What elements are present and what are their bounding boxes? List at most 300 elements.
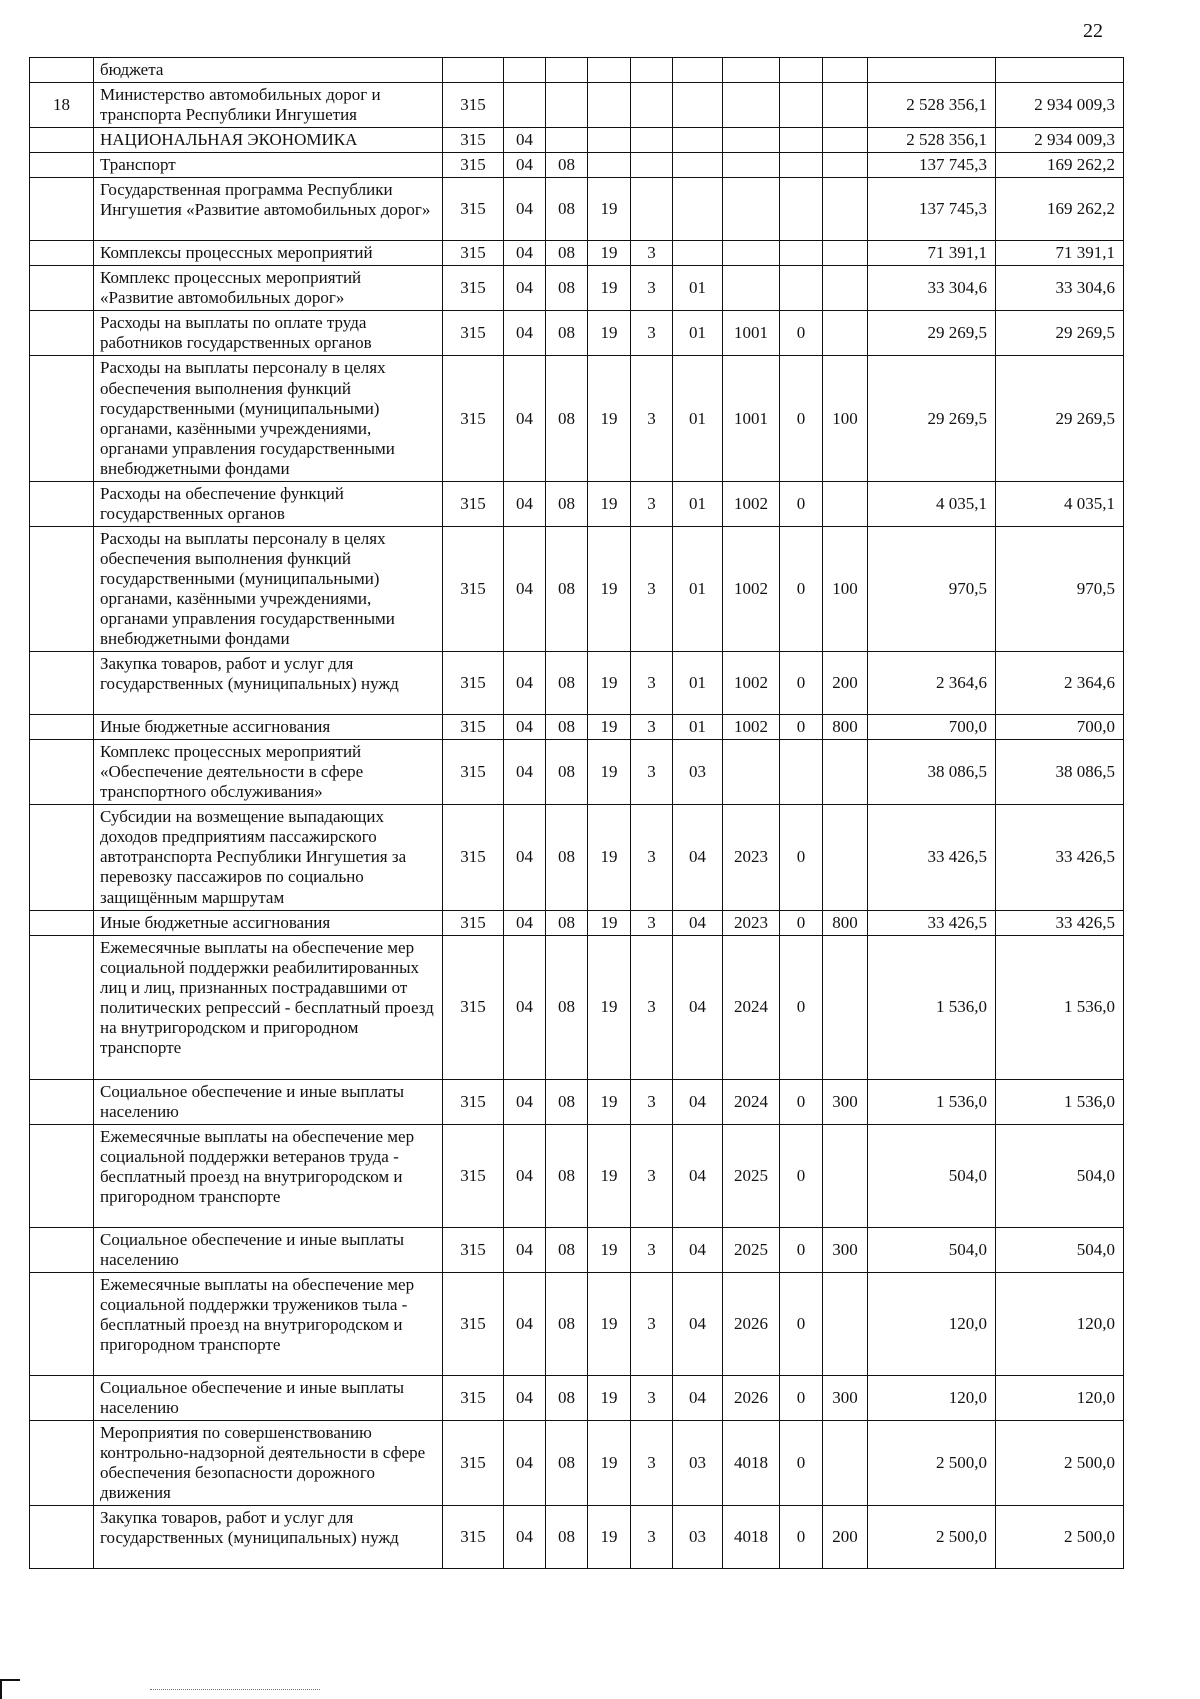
- cell-type: [631, 128, 673, 153]
- cell-gr: 315: [443, 153, 504, 178]
- budget-rows: [30, 58, 1124, 1569]
- table-row: [30, 740, 1124, 805]
- cell-number: [30, 910, 94, 935]
- cell-number: [30, 1272, 94, 1375]
- cell-pr: 08: [546, 910, 588, 935]
- cell-gr: 315: [443, 1272, 504, 1375]
- cell-program: 19: [588, 715, 631, 740]
- cell-direction: [723, 266, 780, 311]
- cell-name: бюджета: [94, 58, 443, 83]
- cell-sum-year1: 4 035,1: [868, 481, 996, 526]
- cell-type: 3: [631, 1420, 673, 1505]
- cell-number: [30, 266, 94, 311]
- cell-program: 19: [588, 241, 631, 266]
- cell-sub: [780, 83, 823, 128]
- cell-direction: 2023: [723, 805, 780, 910]
- cell-pr: 08: [546, 740, 588, 805]
- cell-sum-year1: 33 426,5: [868, 805, 996, 910]
- cell-pr: [546, 128, 588, 153]
- table-row: [30, 178, 1124, 241]
- cell-sum-year1: [868, 58, 996, 83]
- cell-direction: [723, 83, 780, 128]
- cell-program: 19: [588, 481, 631, 526]
- cell-program: 19: [588, 652, 631, 715]
- cell-complex: [673, 128, 723, 153]
- table-row: [30, 128, 1124, 153]
- cell-type: [631, 83, 673, 128]
- cell-complex: [673, 58, 723, 83]
- cell-sub: 0: [780, 526, 823, 651]
- scan-dotted-line: [150, 1689, 320, 1690]
- table-row: [30, 1506, 1124, 1569]
- cell-vr: [823, 1420, 868, 1505]
- table-row: [30, 481, 1124, 526]
- cell-program: 19: [588, 356, 631, 481]
- cell-complex: 04: [673, 805, 723, 910]
- cell-number: [30, 128, 94, 153]
- table-row: [30, 1420, 1124, 1505]
- cell-direction: [723, 241, 780, 266]
- cell-direction: [723, 740, 780, 805]
- cell-name: Расходы на выплаты персоналу в целях обеспечения выполнения функций государственными (муниципальными) органами, казёнными учреждениями, органами управления государственными внебюджетными фондами: [94, 526, 443, 651]
- cell-name: Иные бюджетные ассигнования: [94, 715, 443, 740]
- cell-complex: 03: [673, 740, 723, 805]
- cell-vr: 300: [823, 1227, 868, 1272]
- cell-pr: 08: [546, 526, 588, 651]
- cell-program: 19: [588, 1079, 631, 1124]
- cell-sum-year2: 169 262,2: [996, 178, 1124, 241]
- cell-sum-year1: 137 745,3: [868, 153, 996, 178]
- cell-gr: 315: [443, 356, 504, 481]
- cell-program: [588, 83, 631, 128]
- table-row: [30, 83, 1124, 128]
- cell-rz: 04: [504, 715, 546, 740]
- cell-sub: [780, 178, 823, 241]
- cell-type: 3: [631, 266, 673, 311]
- cell-name: Государственная программа Республики Ингушетия «Развитие автомобильных дорог»: [94, 178, 443, 241]
- cell-complex: 04: [673, 1124, 723, 1227]
- cell-complex: 04: [673, 1227, 723, 1272]
- cell-rz: [504, 58, 546, 83]
- cell-type: 3: [631, 715, 673, 740]
- cell-complex: 01: [673, 311, 723, 356]
- cell-rz: 04: [504, 526, 546, 651]
- cell-sum-year1: 2 500,0: [868, 1420, 996, 1505]
- cell-sum-year2: 2 500,0: [996, 1506, 1124, 1569]
- cell-sum-year2: 169 262,2: [996, 153, 1124, 178]
- scan-corner-mark: [0, 1679, 20, 1699]
- table-row: [30, 1227, 1124, 1272]
- cell-sum-year2: [996, 58, 1124, 83]
- cell-sum-year1: 1 536,0: [868, 1079, 996, 1124]
- cell-direction: 1002: [723, 481, 780, 526]
- cell-sum-year2: 2 934 009,3: [996, 128, 1124, 153]
- cell-number: [30, 481, 94, 526]
- cell-name: Комплекс процессных мероприятий «Развитие автомобильных дорог»: [94, 266, 443, 311]
- cell-sub: 0: [780, 715, 823, 740]
- cell-rz: 04: [504, 153, 546, 178]
- cell-pr: [546, 83, 588, 128]
- cell-direction: 1001: [723, 311, 780, 356]
- cell-sum-year1: 700,0: [868, 715, 996, 740]
- cell-direction: [723, 153, 780, 178]
- cell-name: Закупка товаров, работ и услуг для государственных (муниципальных) нужд: [94, 1506, 443, 1569]
- cell-pr: 08: [546, 715, 588, 740]
- cell-sub: 0: [780, 805, 823, 910]
- cell-sub: [780, 128, 823, 153]
- cell-rz: 04: [504, 1227, 546, 1272]
- cell-name: Социальное обеспечение и иные выплаты населению: [94, 1375, 443, 1420]
- cell-vr: 100: [823, 356, 868, 481]
- cell-type: [631, 58, 673, 83]
- cell-complex: 04: [673, 1272, 723, 1375]
- cell-sub: 0: [780, 1272, 823, 1375]
- cell-gr: 315: [443, 1375, 504, 1420]
- cell-sum-year2: 33 426,5: [996, 805, 1124, 910]
- cell-type: 3: [631, 241, 673, 266]
- cell-complex: 01: [673, 652, 723, 715]
- cell-sum-year2: 504,0: [996, 1227, 1124, 1272]
- cell-sum-year1: 2 528 356,1: [868, 83, 996, 128]
- cell-sum-year2: 2 500,0: [996, 1420, 1124, 1505]
- cell-pr: 08: [546, 1079, 588, 1124]
- cell-type: 3: [631, 526, 673, 651]
- cell-direction: 2026: [723, 1375, 780, 1420]
- cell-name: Иные бюджетные ассигнования: [94, 910, 443, 935]
- table-row: [30, 266, 1124, 311]
- cell-gr: 315: [443, 805, 504, 910]
- cell-vr: [823, 153, 868, 178]
- cell-sub: 0: [780, 356, 823, 481]
- cell-vr: [823, 481, 868, 526]
- cell-rz: 04: [504, 1506, 546, 1569]
- cell-program: [588, 128, 631, 153]
- cell-sub: 0: [780, 935, 823, 1079]
- cell-sum-year1: 33 426,5: [868, 910, 996, 935]
- cell-sub: 0: [780, 910, 823, 935]
- cell-number: [30, 652, 94, 715]
- cell-sum-year2: 2 934 009,3: [996, 83, 1124, 128]
- cell-direction: 1002: [723, 526, 780, 651]
- cell-complex: 04: [673, 1079, 723, 1124]
- table-row: [30, 58, 1124, 83]
- cell-rz: 04: [504, 128, 546, 153]
- cell-vr: 800: [823, 910, 868, 935]
- cell-vr: [823, 178, 868, 241]
- cell-type: 3: [631, 1079, 673, 1124]
- cell-number: [30, 805, 94, 910]
- cell-name: Субсидии на возмещение выпадающих доходов предприятиям пассажирского автотранспорта Республики Ингушетия за перевозку пассажиров по социально защищённым маршрутам: [94, 805, 443, 910]
- cell-type: 3: [631, 311, 673, 356]
- cell-sub: [780, 58, 823, 83]
- cell-pr: 08: [546, 1227, 588, 1272]
- cell-gr: 315: [443, 83, 504, 128]
- cell-pr: 08: [546, 1420, 588, 1505]
- cell-sum-year1: 1 536,0: [868, 935, 996, 1079]
- cell-type: 3: [631, 910, 673, 935]
- cell-direction: 2024: [723, 1079, 780, 1124]
- cell-vr: [823, 935, 868, 1079]
- cell-pr: 08: [546, 241, 588, 266]
- cell-sum-year2: 4 035,1: [996, 481, 1124, 526]
- cell-gr: 315: [443, 1227, 504, 1272]
- cell-number: [30, 526, 94, 651]
- cell-type: 3: [631, 1227, 673, 1272]
- cell-sub: 0: [780, 1375, 823, 1420]
- cell-vr: [823, 83, 868, 128]
- cell-program: 19: [588, 1420, 631, 1505]
- cell-name: Мероприятия по совершенствованию контрольно-надзорной деятельности в сфере обеспечения безопасности дорожного движения: [94, 1420, 443, 1505]
- table-row: [30, 153, 1124, 178]
- cell-sum-year2: 71 391,1: [996, 241, 1124, 266]
- table-row: [30, 241, 1124, 266]
- cell-pr: 08: [546, 266, 588, 311]
- cell-vr: 200: [823, 652, 868, 715]
- cell-direction: 2025: [723, 1227, 780, 1272]
- cell-gr: 315: [443, 1420, 504, 1505]
- cell-pr: 08: [546, 481, 588, 526]
- cell-direction: 2025: [723, 1124, 780, 1227]
- cell-complex: 01: [673, 266, 723, 311]
- cell-name: Расходы на выплаты по оплате труда работников государственных органов: [94, 311, 443, 356]
- cell-number: [30, 1506, 94, 1569]
- cell-sum-year1: 38 086,5: [868, 740, 996, 805]
- cell-program: 19: [588, 178, 631, 241]
- cell-complex: 01: [673, 356, 723, 481]
- cell-type: 3: [631, 481, 673, 526]
- cell-type: [631, 153, 673, 178]
- cell-rz: 04: [504, 266, 546, 311]
- cell-program: 19: [588, 1227, 631, 1272]
- page-number: 22: [1083, 20, 1103, 42]
- cell-pr: 08: [546, 1124, 588, 1227]
- cell-vr: [823, 805, 868, 910]
- cell-rz: 04: [504, 1375, 546, 1420]
- cell-vr: [823, 1272, 868, 1375]
- cell-pr: 08: [546, 805, 588, 910]
- cell-sum-year2: 700,0: [996, 715, 1124, 740]
- cell-vr: 300: [823, 1079, 868, 1124]
- cell-vr: 300: [823, 1375, 868, 1420]
- cell-type: 3: [631, 1124, 673, 1227]
- cell-number: [30, 715, 94, 740]
- cell-gr: 315: [443, 526, 504, 651]
- cell-pr: 08: [546, 652, 588, 715]
- cell-sub: 0: [780, 1227, 823, 1272]
- cell-gr: 315: [443, 740, 504, 805]
- cell-sum-year2: 120,0: [996, 1272, 1124, 1375]
- cell-complex: [673, 241, 723, 266]
- cell-sum-year2: 33 426,5: [996, 910, 1124, 935]
- cell-sum-year1: 970,5: [868, 526, 996, 651]
- cell-gr: 315: [443, 481, 504, 526]
- cell-name: НАЦИОНАЛЬНАЯ ЭКОНОМИКА: [94, 128, 443, 153]
- cell-sum-year1: 29 269,5: [868, 356, 996, 481]
- cell-direction: 1002: [723, 715, 780, 740]
- cell-gr: 315: [443, 1506, 504, 1569]
- cell-number: 18: [30, 83, 94, 128]
- cell-rz: 04: [504, 1124, 546, 1227]
- cell-program: [588, 58, 631, 83]
- cell-pr: 08: [546, 153, 588, 178]
- cell-rz: 04: [504, 740, 546, 805]
- table-row: [30, 805, 1124, 910]
- cell-complex: 04: [673, 1375, 723, 1420]
- cell-gr: 315: [443, 715, 504, 740]
- cell-number: [30, 1227, 94, 1272]
- cell-type: 3: [631, 1272, 673, 1375]
- cell-program: 19: [588, 526, 631, 651]
- table-row: [30, 935, 1124, 1079]
- cell-program: 19: [588, 935, 631, 1079]
- cell-vr: [823, 128, 868, 153]
- cell-sub: 0: [780, 652, 823, 715]
- cell-type: 3: [631, 652, 673, 715]
- cell-sum-year2: 38 086,5: [996, 740, 1124, 805]
- cell-type: 3: [631, 805, 673, 910]
- cell-sum-year1: 33 304,6: [868, 266, 996, 311]
- cell-sum-year2: 2 364,6: [996, 652, 1124, 715]
- cell-sub: 0: [780, 481, 823, 526]
- cell-program: [588, 153, 631, 178]
- cell-name: Комплекс процессных мероприятий «Обеспечение деятельности в сфере транспортного обслуживания»: [94, 740, 443, 805]
- table-row: [30, 652, 1124, 715]
- cell-rz: 04: [504, 910, 546, 935]
- cell-rz: 04: [504, 1079, 546, 1124]
- cell-sub: 0: [780, 1420, 823, 1505]
- cell-sum-year1: 504,0: [868, 1124, 996, 1227]
- cell-sum-year1: 29 269,5: [868, 311, 996, 356]
- cell-name: Социальное обеспечение и иные выплаты населению: [94, 1227, 443, 1272]
- cell-gr: 315: [443, 652, 504, 715]
- cell-sum-year1: 2 528 356,1: [868, 128, 996, 153]
- cell-type: 3: [631, 356, 673, 481]
- cell-sub: [780, 153, 823, 178]
- cell-vr: [823, 311, 868, 356]
- cell-program: 19: [588, 805, 631, 910]
- cell-sub: 0: [780, 1124, 823, 1227]
- cell-sum-year2: 33 304,6: [996, 266, 1124, 311]
- cell-sub: [780, 241, 823, 266]
- cell-direction: 2024: [723, 935, 780, 1079]
- cell-complex: 04: [673, 935, 723, 1079]
- cell-program: 19: [588, 266, 631, 311]
- cell-rz: 04: [504, 652, 546, 715]
- cell-direction: [723, 128, 780, 153]
- table-row: [30, 1272, 1124, 1375]
- cell-name: Ежемесячные выплаты на обеспечение мер социальной поддержки тружеников тыла - бесплатный проезд на внутригородском и пригородном транспорте: [94, 1272, 443, 1375]
- table-row: [30, 526, 1124, 651]
- table-row: [30, 311, 1124, 356]
- cell-rz: 04: [504, 1272, 546, 1375]
- cell-direction: 1001: [723, 356, 780, 481]
- cell-vr: [823, 241, 868, 266]
- cell-rz: 04: [504, 481, 546, 526]
- table-row: [30, 1375, 1124, 1420]
- cell-direction: 1002: [723, 652, 780, 715]
- cell-type: 3: [631, 740, 673, 805]
- cell-vr: 800: [823, 715, 868, 740]
- cell-program: 19: [588, 910, 631, 935]
- cell-number: [30, 58, 94, 83]
- cell-rz: 04: [504, 356, 546, 481]
- cell-program: 19: [588, 1272, 631, 1375]
- cell-number: [30, 178, 94, 241]
- cell-name: Ежемесячные выплаты на обеспечение мер социальной поддержки реабилитированных лиц и лиц, признанных пострадавшими от политических репрессий - бесплатный проезд на внутригородском и пригородном транспорте: [94, 935, 443, 1079]
- cell-program: 19: [588, 1506, 631, 1569]
- table-row: [30, 715, 1124, 740]
- cell-name: Транспорт: [94, 153, 443, 178]
- cell-complex: 01: [673, 481, 723, 526]
- cell-program: 19: [588, 311, 631, 356]
- cell-name: Расходы на обеспечение функций государственных органов: [94, 481, 443, 526]
- cell-number: [30, 1420, 94, 1505]
- cell-gr: 315: [443, 311, 504, 356]
- cell-vr: 100: [823, 526, 868, 651]
- cell-sum-year2: 970,5: [996, 526, 1124, 651]
- cell-vr: [823, 266, 868, 311]
- cell-direction: 2026: [723, 1272, 780, 1375]
- cell-number: [30, 740, 94, 805]
- cell-name: Ежемесячные выплаты на обеспечение мер социальной поддержки ветеранов труда - бесплатный проезд на внутригородском и пригородном транспорте: [94, 1124, 443, 1227]
- cell-pr: 08: [546, 1375, 588, 1420]
- cell-program: 19: [588, 740, 631, 805]
- cell-pr: [546, 58, 588, 83]
- cell-rz: [504, 83, 546, 128]
- cell-rz: 04: [504, 178, 546, 241]
- cell-direction: 2023: [723, 910, 780, 935]
- cell-number: [30, 241, 94, 266]
- cell-gr: 315: [443, 178, 504, 241]
- budget-table: [29, 57, 1124, 1569]
- cell-sum-year1: 137 745,3: [868, 178, 996, 241]
- cell-vr: [823, 740, 868, 805]
- cell-direction: [723, 58, 780, 83]
- cell-sum-year2: 29 269,5: [996, 356, 1124, 481]
- cell-gr: 315: [443, 1079, 504, 1124]
- cell-number: [30, 935, 94, 1079]
- cell-sum-year1: 2 364,6: [868, 652, 996, 715]
- cell-number: [30, 153, 94, 178]
- cell-pr: 08: [546, 356, 588, 481]
- cell-sum-year2: 504,0: [996, 1124, 1124, 1227]
- cell-gr: [443, 58, 504, 83]
- cell-number: [30, 1079, 94, 1124]
- cell-sub: [780, 740, 823, 805]
- cell-sub: 0: [780, 1506, 823, 1569]
- cell-name: Расходы на выплаты персоналу в целях обеспечения выполнения функций государственными (муниципальными) органами, казёнными учреждениями, органами управления государственными внебюджетными фондами: [94, 356, 443, 481]
- cell-sub: 0: [780, 1079, 823, 1124]
- cell-number: [30, 1375, 94, 1420]
- cell-complex: 03: [673, 1420, 723, 1505]
- cell-program: 19: [588, 1375, 631, 1420]
- cell-sum-year2: 29 269,5: [996, 311, 1124, 356]
- cell-complex: 03: [673, 1506, 723, 1569]
- table-row: [30, 356, 1124, 481]
- cell-type: 3: [631, 1506, 673, 1569]
- cell-gr: 315: [443, 241, 504, 266]
- cell-sub: 0: [780, 311, 823, 356]
- cell-rz: 04: [504, 1420, 546, 1505]
- cell-sum-year1: 120,0: [868, 1375, 996, 1420]
- cell-sum-year1: 2 500,0: [868, 1506, 996, 1569]
- cell-complex: [673, 83, 723, 128]
- cell-pr: 08: [546, 178, 588, 241]
- cell-gr: 315: [443, 1124, 504, 1227]
- cell-complex: 01: [673, 715, 723, 740]
- cell-pr: 08: [546, 1272, 588, 1375]
- cell-name: Комплексы процессных мероприятий: [94, 241, 443, 266]
